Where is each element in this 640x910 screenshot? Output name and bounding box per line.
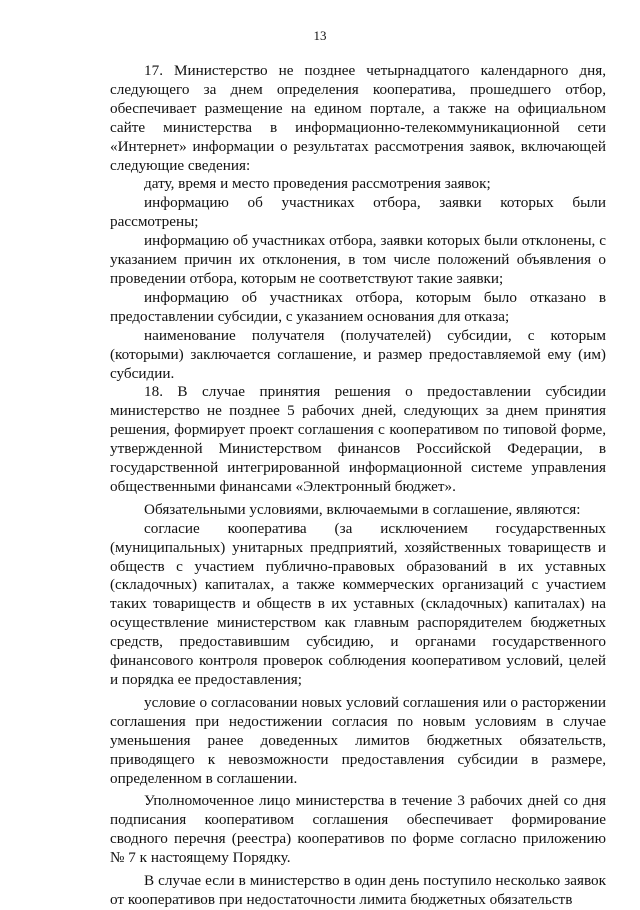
list-item-date-time-place: дату, время и место проведения рассмотрения заявок;	[144, 175, 491, 193]
paragraph-authorized-person: Уполномоченное лицо министерства в течение 3 рабочих дней со дня подписания кооперативом соглашения обеспечивает формирование сводного перечня (реестра) кооперативов по форме согласно приложению № 7 к настоящему Порядку.	[110, 792, 606, 867]
list-item-rejected-participants: информацию об участниках отбора, заявки которых были отклонены, с указанием причин их отклонения, в том числе положений объявления о проведении отбора, которым не соответствуют такие заявки;	[110, 232, 606, 287]
paragraph-multiple-applications: В случае если в министерство в один день поступило несколько заявок от кооперативов при недостаточности лимита бюджетных обязательств	[110, 872, 606, 908]
list-item-recipient-name: наименование получателя (получателей) субсидии, с которым (которыми) заключается соглашение, и размер предоставляемой ему (им) субсидии.	[110, 326, 606, 382]
list-item-reviewed-participants: информацию об участниках отбора, заявки которых были рассмотрены;	[110, 194, 606, 231]
condition-consent: согласие кооператива (за исключением государственных (муниципальных) унитарных предприятий, хозяйственных товариществ и обществ с участием публично-правовых образований в их уставных (складочных) капиталах, а также коммерческих организаций с участием таких товариществ и обществ в их уставных (складочных) капиталах) на осуществление министерством как главным распорядителем бюджетных средств, предоставившим субсидию, и органами государственного финансового контроля проверок соблюдения кооперативом условий, целей и порядка ее предоставления;	[110, 519, 606, 688]
document-body	[110, 62, 606, 910]
condition-new-terms: условие о согласовании новых условий соглашения или о расторжении соглашения при недостижении согласия по новым условиям в случае уменьшения ранее доведенных лимитов бюджетных обязательств, приводящего к невозможности предоставления субсидии в размере, определенном в соглашении.	[110, 693, 606, 787]
paragraph-17-intro: 17. Министерство не позднее четырнадцатого календарного дня, следующего за днем определения кооператива, прошедшего отбор, обеспечивает размещение на едином портале, а также на официальном сайте министерства в информационно-телекоммуникационной сети «Интернет» информации о результатах рассмотрения заявок, включающей следующие сведения:	[110, 62, 606, 174]
paragraph-18: 18. В случае принятия решения о предоставлении субсидии министерство не позднее 5 рабочих дней, следующих за днем принятия решения, формирует проект соглашения с кооперативом по типовой форме, утвержденной Министерством финансов Российской Федерации, в государственной интегрированной информационной системе управления общественными финансами «Электронный бюджет».	[110, 383, 606, 495]
list-item-refused-participants: информацию об участниках отбора, которым было отказано в предоставлении субсидии, с указанием основания для отказа;	[110, 288, 606, 325]
mandatory-conditions-heading: Обязательными условиями, включаемыми в соглашение, являются:	[144, 500, 581, 518]
page-number: 13	[313, 28, 327, 43]
